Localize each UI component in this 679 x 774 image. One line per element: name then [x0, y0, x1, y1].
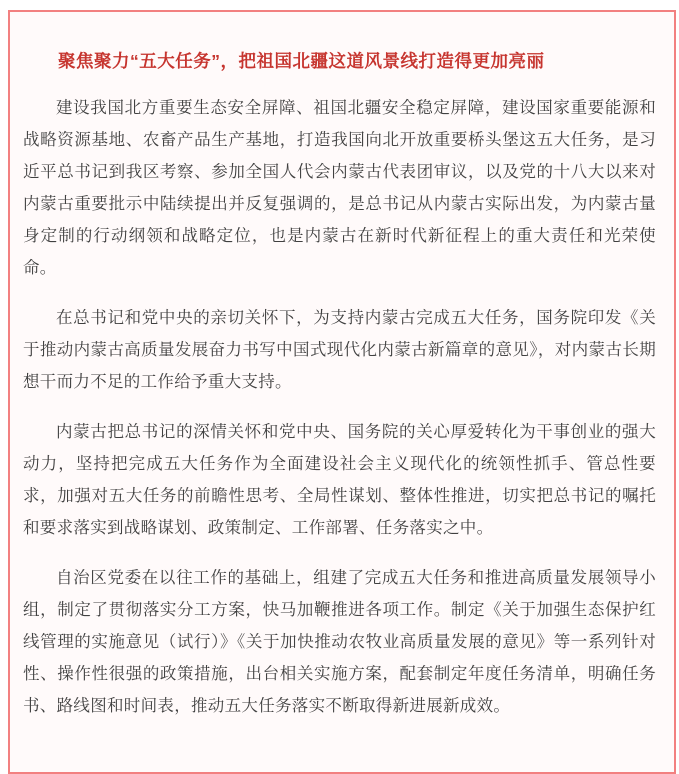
article-paragraph: 内蒙古把总书记的深情关怀和党中央、国务院的关心厚爱转化为干事创业的强大动力，坚持把完成五大任务作为全面建设社会主义现代化的统领性抓手、管总性要求，加强对五大任务的前瞻性思考、全局性谋划、整体性推进，切实把总书记的嘱托和要求落实到战略谋划、政策制定、工作部署、任务落实之中。: [23, 423, 656, 537]
article-paragraph: 在总书记和党中央的亲切关怀下，为支持内蒙古完成五大任务，国务院印发《关于推动内蒙古高质量发展奋力书写中国式现代化内蒙古新篇章的意见》，对内蒙古长期想干而力不足的工作给予重大支持。: [23, 309, 656, 391]
article-paragraph: 自治区党委在以往工作的基础上，组建了完成五大任务和推进高质量发展领导小组，制定了贯彻落实分工方案，快马加鞭推进各项工作。制定《关于加强生态保护红线管理的实施意见（试行）》《关于加快推动农牧业高质量发展的意见》等一系列针对性、操作性很强的政策措施，出台相关实施方案，配套制定年度任务清单，明确任务书、路线图和时间表，推动五大任务落实不断取得新进展新成效。: [23, 569, 656, 715]
article-content: [10, 12, 674, 752]
article-title: 聚焦聚力“五大任务”，把祖国北疆这道风景线打造得更加亮丽: [58, 51, 545, 71]
article-card: [8, 10, 676, 774]
article-paragraph: 建设我国北方重要生态安全屏障、祖国北疆安全稳定屏障，建设国家重要能源和战略资源基地、农畜产品生产基地，打造我国向北开放重要桥头堡这五大任务，是习近平总书记到我区考察、参加全国人代会内蒙古代表团审议，以及党的十八大以来对内蒙古重要批示中陆续提出并反复强调的，是总书记从内蒙古实际出发，为内蒙古量身定制的行动纲领和战略定位，也是内蒙古在新时代新征程上的重大责任和光荣使命。: [23, 99, 656, 277]
